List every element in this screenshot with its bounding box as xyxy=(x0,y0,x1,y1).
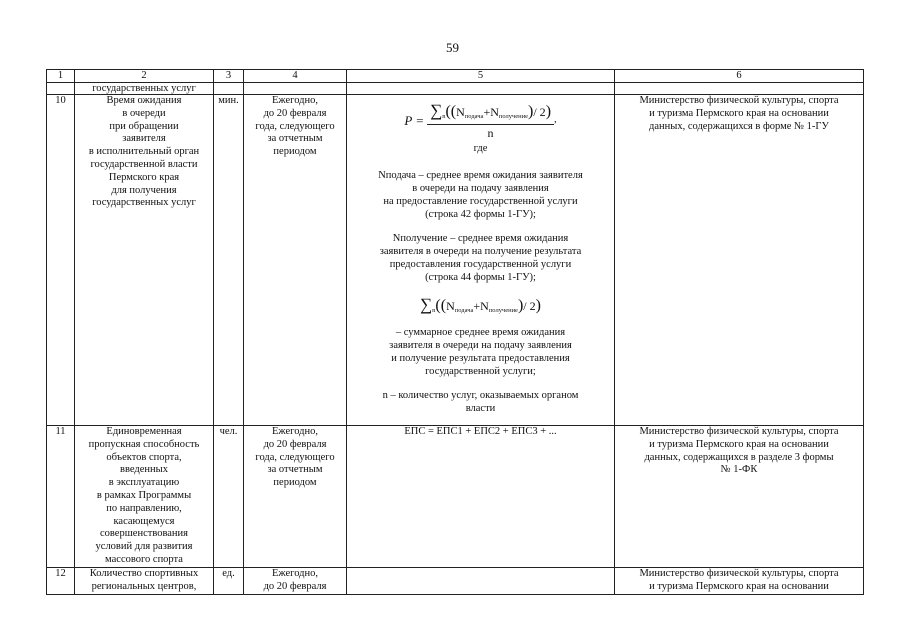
indicator-table xyxy=(46,69,864,595)
calculation-method xyxy=(347,567,615,594)
sigma-symbol: ∑ xyxy=(430,101,443,120)
formula-fraction xyxy=(427,101,554,140)
row-number: 11 xyxy=(47,426,75,568)
table-row xyxy=(47,95,864,426)
formula-lhs: P = xyxy=(404,112,425,128)
continuation-text: государственных услуг xyxy=(75,83,214,95)
indicator-name: Единовременная пропускная способность объектов спорта, введенных в эксплуатацию в рамках Программы по направлению, касающемуся совершенствования условий для развития массового спорта xyxy=(75,426,214,568)
indicator-name: Количество спортивных региональных центров, xyxy=(75,567,214,594)
period: Ежегодно, до 20 февраля года, следующего за отчетным периодом xyxy=(244,426,347,568)
formula-sum: $\sum_n((N_{подача}+N_{получение})/$ 2) xyxy=(420,294,541,314)
unit: чел. xyxy=(214,426,244,568)
continuation-row xyxy=(47,83,864,95)
header-cell: 4 xyxy=(244,70,347,83)
definition-n-poluchenie: Nполучение – среднее время ожидания заявителя в очереди на получение результата предоставления государственной услуги (строка 44 формы 1-ГУ); xyxy=(379,233,582,283)
period: Ежегодно, до 20 февраля года, следующего за отчетным периодом xyxy=(244,95,347,426)
period: Ежегодно, до 20 февраля xyxy=(244,567,347,594)
row-number: 10 xyxy=(47,95,75,426)
data-source: Министерство физической культуры, спорта и туризма Пермского края на основании данных, содержащихся в разделе 3 формы № 1-ФК xyxy=(615,426,864,568)
table-header-row xyxy=(47,70,864,83)
table-row xyxy=(47,567,864,594)
data-source: Министерство физической культуры, спорта и туризма Пермского края на основании данных, содержащихся в форме № 1-ГУ xyxy=(615,95,864,426)
header-cell: 1 xyxy=(47,70,75,83)
data-source: Министерство физической культуры, спорта и туризма Пермского края на основании xyxy=(615,567,864,594)
formula-p: P = $\frac{\sum_n((N_{подача}+N_{получение})/ 2)}{n}$ , xyxy=(404,101,557,140)
unit: мин. xyxy=(214,95,244,426)
indicator-name: Время ожидания в очереди при обращении заявителя в исполнительный орган государственной власти Пермского края для получения государственных услуг xyxy=(75,95,214,426)
unit: ед. xyxy=(214,567,244,594)
definition-n: n – количество услуг, оказываемых органом власти xyxy=(382,390,579,415)
formula-numerator: $\sum_n((N_{подача}+N_{получение})/$ 2) xyxy=(427,101,554,125)
page-number: 59 xyxy=(446,40,459,55)
definition-sum: – суммарное среднее время ожидания заявителя в очереди на подачу заявления и получение результата предоставления государственной услуги; xyxy=(389,327,572,377)
calculation-method xyxy=(347,95,615,426)
table-row xyxy=(47,426,864,568)
row-number: 12 xyxy=(47,567,75,594)
formula-denominator: n xyxy=(487,125,494,140)
header-cell: 2 xyxy=(75,70,214,83)
header-cell: 3 xyxy=(214,70,244,83)
header-cell: 5 xyxy=(347,70,615,83)
header-cell: 6 xyxy=(615,70,864,83)
formula-where: где xyxy=(473,143,488,155)
definition-n-podacha: Nподача – среднее время ожидания заявителя в очереди на подачу заявления на предоставление государственной услуги (строка 42 формы 1-ГУ); xyxy=(378,170,583,220)
calculation-method: ЕПС = ЕПС1 + ЕПС2 + ЕПС3 + ... xyxy=(347,426,615,568)
